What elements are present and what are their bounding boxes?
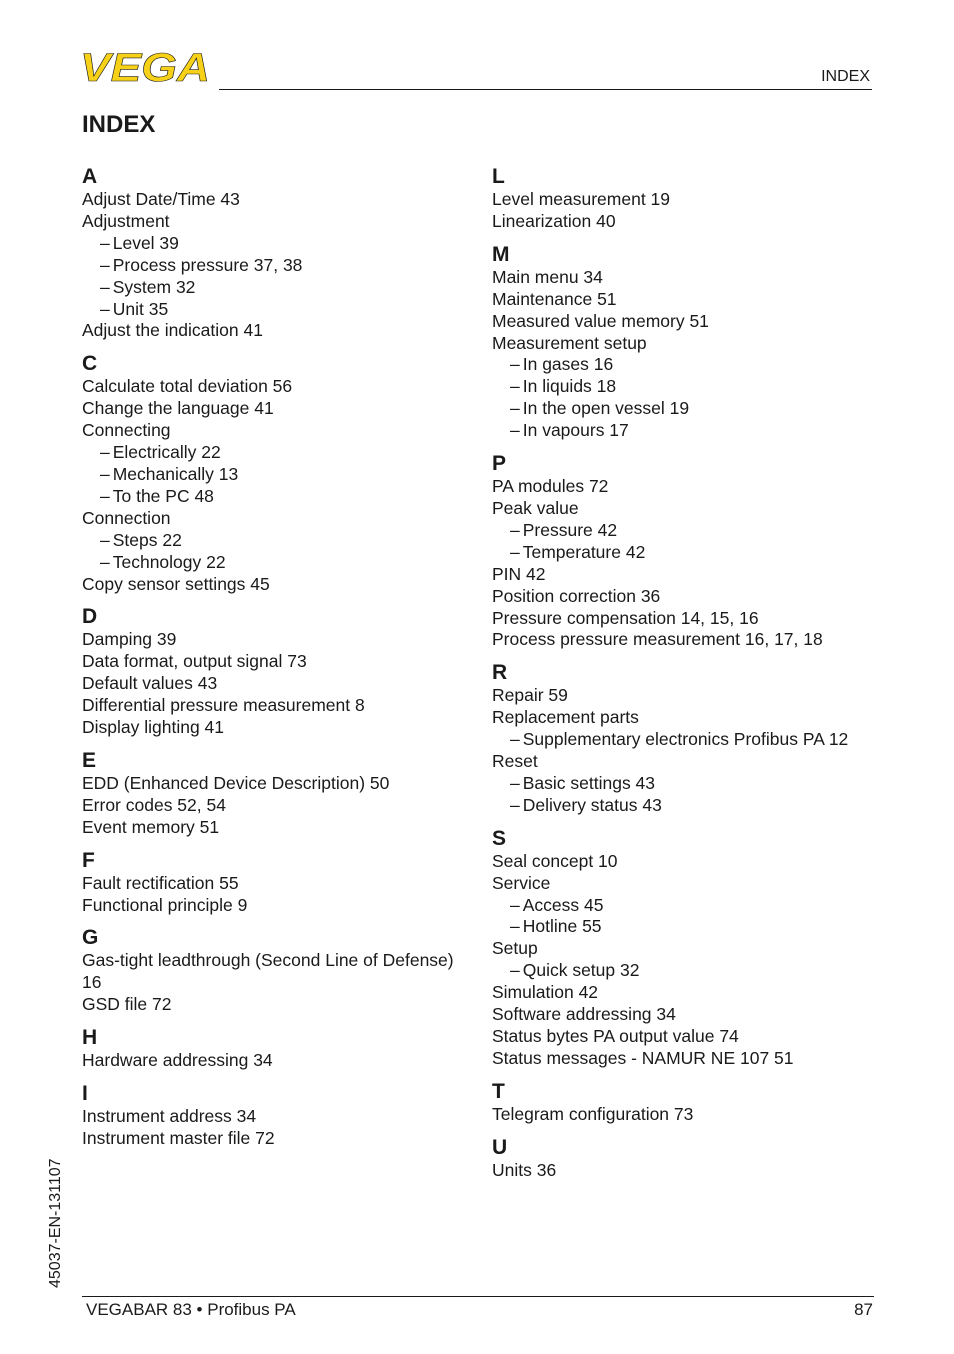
index-letter-heading: E <box>82 748 97 772</box>
index-section <box>492 164 892 233</box>
index-entry: Connecting <box>82 420 171 441</box>
index-entry: Setup <box>492 938 538 959</box>
index-letter-heading: D <box>82 605 98 629</box>
index-entry: Service <box>492 872 551 893</box>
index-subentry: – Pressure 42 <box>492 520 892 542</box>
index-section <box>492 1079 892 1126</box>
index-subentry: – Access 45 <box>492 895 892 917</box>
index-entry: Connection <box>82 507 171 528</box>
index-entry: Position correction 36 <box>492 585 661 606</box>
index-entry: Maintenance 51 <box>492 288 617 309</box>
document-code: 45037-EN-131107 <box>47 1158 64 1288</box>
index-entry: Event memory 51 <box>82 816 220 837</box>
index-entry: Hardware addressing 34 <box>82 1050 273 1071</box>
index-entry: Display lighting 41 <box>82 717 225 738</box>
index-section <box>82 1025 482 1072</box>
index-section <box>492 1135 892 1182</box>
index-subentry: – Mechanically 13 <box>82 464 482 486</box>
index-entry: Functional principle 9 <box>82 894 248 915</box>
index-entry: PIN 42 <box>492 563 546 584</box>
index-entry: Linearization 40 <box>492 210 616 231</box>
index-entry: Adjust Date/Time 43 <box>82 189 240 209</box>
index-letter-heading: G <box>82 926 99 950</box>
index-subentry: – Steps 22 <box>82 530 482 552</box>
index-entry: Data format, output signal 73 <box>82 651 307 672</box>
index-entry: Units 36 <box>492 1159 557 1180</box>
index-entry: Replacement parts <box>492 707 639 728</box>
index-entry: Fault rectification 55 <box>82 872 239 893</box>
index-subentry: – Level 39 <box>82 233 482 255</box>
index-entry: Status bytes PA output value 74 <box>492 1026 739 1046</box>
index-section <box>492 660 892 816</box>
index-entry: Process pressure measurement 16, 17, 18 <box>492 629 823 650</box>
index-subentry: – Electrically 22 <box>82 442 482 464</box>
index-letter-heading: A <box>82 165 98 188</box>
index-letter-heading: H <box>82 1026 98 1050</box>
index-subentry: – System 32 <box>82 277 482 299</box>
index-entry: Level measurement 19 <box>492 189 671 209</box>
vega-logo <box>80 50 212 89</box>
index-entry: Measurement setup <box>492 332 647 353</box>
index-letter-heading: S <box>492 826 507 850</box>
index-letter-heading: R <box>492 661 508 685</box>
footer-divider <box>82 1296 874 1297</box>
index-section <box>82 164 482 342</box>
index-entry: Software addressing 34 <box>492 1004 676 1025</box>
index-column-right <box>492 164 892 1191</box>
index-entry: EDD (Enhanced Device Description) 50 <box>82 772 390 793</box>
index-entry: Error codes 52, 54 <box>82 794 226 815</box>
page-title: INDEX <box>82 111 156 138</box>
index-entry: Calculate total deviation 56 <box>82 376 293 397</box>
index-entry: Adjust the indication 41 <box>82 320 263 341</box>
index-section <box>82 848 482 917</box>
index-entry: Copy sensor settings 45 <box>82 573 270 594</box>
index-subentry: – In gases 16 <box>492 354 892 376</box>
page-number: 87 <box>854 1300 873 1319</box>
index-entry: Reset <box>492 751 538 772</box>
index-section <box>82 748 482 839</box>
index-section <box>82 925 482 1016</box>
index-section <box>82 604 482 739</box>
index-letter-heading: U <box>492 1135 508 1159</box>
index-entry: Gas-tight leadthrough (Second Line of Defense) 16 <box>82 950 454 993</box>
index-entry: Measured value memory 51 <box>492 310 709 331</box>
index-section <box>82 1081 482 1150</box>
index-section <box>492 826 892 1070</box>
index-subentry: – In vapours 17 <box>492 420 892 442</box>
index-section <box>492 242 892 442</box>
index-entry: Instrument master file 72 <box>82 1128 275 1148</box>
index-subentry: – Delivery status 43 <box>492 795 892 817</box>
index-section <box>492 451 892 651</box>
index-subentry: – In liquids 18 <box>492 376 892 398</box>
index-entry: Instrument address 34 <box>82 1106 257 1127</box>
index-entry: Seal concept 10 <box>492 850 618 871</box>
index-entry: Telegram configuration 73 <box>492 1103 694 1124</box>
index-entry: Repair 59 <box>492 685 568 706</box>
header-section-label: INDEX <box>821 68 870 85</box>
index-subentry: – Process pressure 37, 38 <box>82 255 482 277</box>
index-section <box>82 351 482 595</box>
index-column-left <box>82 164 482 1159</box>
index-subentry: – Temperature 42 <box>492 542 892 564</box>
footer-product: VEGABAR 83 • Profibus PA <box>86 1300 296 1319</box>
svg-text:VEGA: VEGA <box>80 50 210 84</box>
index-letter-heading: M <box>492 242 510 266</box>
index-entry: Status messages - NAMUR NE 107 51 <box>492 1047 794 1068</box>
index-letter-heading: L <box>492 165 505 188</box>
index-subentry: – Basic settings 43 <box>492 773 892 795</box>
index-entry: Simulation 42 <box>492 982 599 1003</box>
vega-logo-mark <box>80 50 212 84</box>
index-entry: GSD file 72 <box>82 994 172 1015</box>
index-entry: Adjustment <box>82 210 170 231</box>
index-letter-heading: C <box>82 352 98 376</box>
index-subentry: – To the PC 48 <box>82 486 482 508</box>
index-subentry: – Technology 22 <box>82 552 482 574</box>
index-entry: Pressure compensation 14, 15, 16 <box>492 607 759 628</box>
index-entry: PA modules 72 <box>492 476 609 497</box>
index-subentry: – Supplementary electronics Profibus PA 12 <box>492 729 892 751</box>
index-letter-heading: F <box>82 848 95 872</box>
index-letter-heading: I <box>82 1082 88 1106</box>
index-entry: Default values 43 <box>82 673 218 694</box>
index-letter-heading: P <box>492 452 507 476</box>
index-entry: Peak value <box>492 497 579 518</box>
index-entry: Change the language 41 <box>82 398 274 419</box>
header-divider <box>219 89 872 90</box>
index-subentry: – In the open vessel 19 <box>492 398 892 420</box>
index-entry: Differential pressure measurement 8 <box>82 695 365 716</box>
index-subentry: – Hotline 55 <box>492 916 892 938</box>
index-letter-heading: T <box>492 1079 505 1103</box>
index-subentry: – Quick setup 32 <box>492 960 892 982</box>
index-entry: Damping 39 <box>82 629 177 650</box>
index-entry: Main menu 34 <box>492 266 603 287</box>
index-subentry: – Unit 35 <box>82 299 482 321</box>
